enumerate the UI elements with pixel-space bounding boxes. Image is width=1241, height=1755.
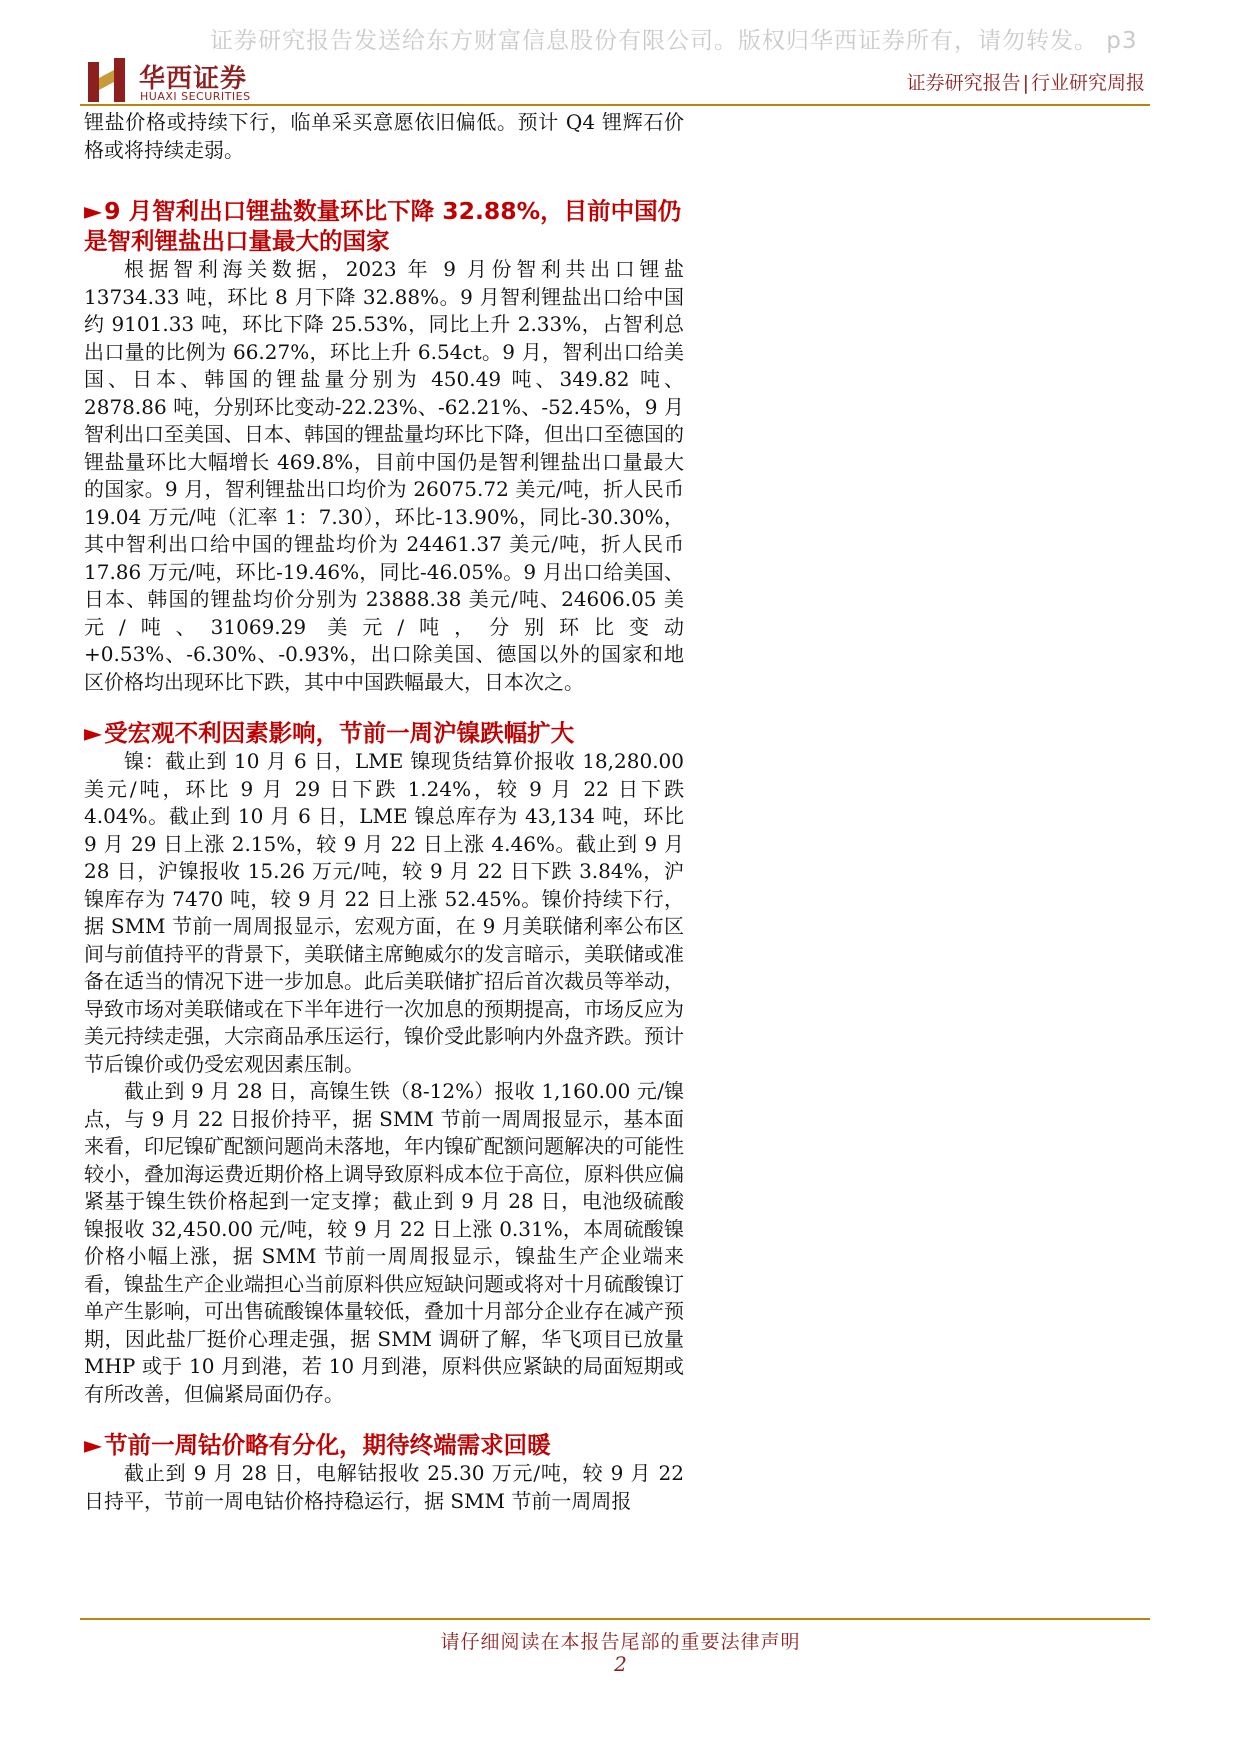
paragraph-cobalt: 截止到 9 月 28 日，电解钴报收 25.30 万元/吨，较 9 月 22 日持平，节前一周电钴价格持稳运行，据 SMM 节前一周周报 bbox=[84, 1461, 684, 1513]
header-separator: | bbox=[1022, 72, 1029, 94]
footer-divider bbox=[80, 1618, 1150, 1620]
section-heading-chile-lithium bbox=[84, 196, 684, 256]
page-number: 2 bbox=[614, 1652, 627, 1676]
legal-notice: 请仔细阅读在本报告尾部的重要法律声明 bbox=[440, 1631, 801, 1653]
report-header bbox=[907, 68, 1145, 95]
triangle-bullet-icon: ► bbox=[84, 1431, 103, 1459]
huaxi-logo-icon bbox=[86, 56, 130, 104]
section-heading-nickel bbox=[84, 718, 684, 748]
section-heading-text: 9 月智利出口锂盐数量环比下降 32.88%，目前中国仍是智利锂盐出口量最大的国家 bbox=[84, 197, 682, 255]
header-divider bbox=[80, 104, 1150, 106]
section-heading-text: 节前一周钴价略有分化，期待终端需求回暖 bbox=[104, 1431, 551, 1459]
paragraph-nickel-price: 镍：截止到 10 月 6 日，LME 镍现货结算价报收 18,280.00 美元/吨，环比 9 月 29 日下跌 1.24%，较 9 月 22 日下跌 4.04%。截止到 10 月 6 日，LME 镍总库存为 43,134 吨，环比 9 月 29 日上涨 2.15%，较 9 月 22 日上涨 4.46%。截止到 9 月 28 日，沪镍报收 15.26 万元/吨，较 9 月 22 日下跌 3.84%，沪镍库存为 7470 吨，较 9 月 22 日上涨 52.45%。镍价持续下行，据 SMM 节前一周周报显示，宏观方面，在 9 月美联储利率公布区间与前值持平的背景下，美联储主席鲍威尔的发言暗示，美联储或准备在适当的情况下进一步加息。此后美联储扩招后首次裁员等举动，导致市场对美联储或在下半年进行一次加息的预期提高，市场反应为美元持续走强，大宗商品承压运行，镍价受此影响内外盘齐跌。预计节后镍价或仍受宏观因素压制。 bbox=[84, 749, 684, 1076]
section-heading-text: 受宏观不利因素影响，节前一周沪镍跌幅扩大 bbox=[104, 719, 575, 747]
paragraph-nickel-pig-iron: 截止到 9 月 28 日，高镍生铁（8-12%）报收 1,160.00 元/镍点，与 9 月 22 日报价持平，据 SMM 节前一周周报显示，基本面来看，印尼镍矿配额问题尚未落地，年内镍矿配额问题解决的可能性较小，叠加海运费近期价格上调导致原料成本位于高位，原料供应偏紧基于镍生铁价格起到一定支撑；截止到 9 月 28 日，电池级硫酸镍报收 32,450.00 元/吨，较 9 月 22 日上涨 0.31%，本周硫酸镍价格小幅上涨，据 SMM 节前一周周报显示，镍盐生产企业端来看，镍盐生产企业端担心当前原料供应短缺问题或将对十月硫酸镍订单产生影响，可出售硫酸镍体量较低，叠加十月部分企业存在减产预期，因此盐厂挺价心理走强，据 SMM 调研了解，华飞项目已放量 MHP 或于 10 月到港，若 10 月到港，原料供应紧缺的局面短期或有所改善，但偏紧局面仍存。 bbox=[84, 1079, 684, 1406]
report-body bbox=[84, 109, 684, 1515]
report-category: 行业研究周报 bbox=[1030, 72, 1145, 94]
logo-text-cn: 华西证券 bbox=[139, 64, 248, 94]
watermark: 证券研究报告发送给东方财富信息股份有限公司。版权归华西证券所有，请勿转发。 p3 bbox=[210, 28, 1138, 54]
logo-text-en: HUAXI SECURITIES bbox=[140, 90, 251, 103]
paragraph-continued: 锂盐价格或持续下行，临单采买意愿依旧偏低。预计 Q4 锂辉石价格或将持续走弱。 bbox=[84, 110, 684, 162]
paragraph-chile-lithium: 根据智利海关数据，2023 年 9 月份智利共出口锂盐 13734.33 吨，环比 8 月下降 32.88%。9 月智利锂盐出口给中国约 9101.33 吨，环比下降 25.53%，同比上升 2.33%，占智利总出口量的比例为 66.27%，环比上升 6.54ct。9 月，智利出口给美国、日本、韩国的锂盐量分别为 450.49 吨、349.82 吨、2878.86 吨，分别环比变动-22.23%、-62.21%、-52.45%，9 月智利出口至美国、日本、韩国的锂盐量均环比下降，但出口至德国的锂盐量环比大幅增长 469.8%，目前中国仍是智利锂盐出口量最大的国家。9 月，智利锂盐出口均价为 26075.72 美元/吨，折人民币 19.04 万元/吨（汇率 1：7.30），环比-13.90%，同比-30.30%，其中智利出口给中国的锂盐均价为 24461.37 美元/吨，折人民币 17.86 万元/吨，环比-19.46%，同比-46.05%。9 月出口给美国、日本、韩国的锂盐均价分别为 23888.38 美元/吨、24606.05 美元/吨、31069.29 美元/吨，分别环比变动+0.53%、-6.30%、-0.93%，出口除美国、德国以外的国家和地区价格均出现环比下跌，其中中国跌幅最大，日本次之。 bbox=[84, 257, 684, 694]
triangle-bullet-icon: ► bbox=[84, 719, 103, 747]
report-type: 证券研究报告 bbox=[906, 72, 1021, 94]
section-heading-cobalt bbox=[84, 1430, 684, 1460]
triangle-bullet-icon: ► bbox=[84, 197, 103, 225]
